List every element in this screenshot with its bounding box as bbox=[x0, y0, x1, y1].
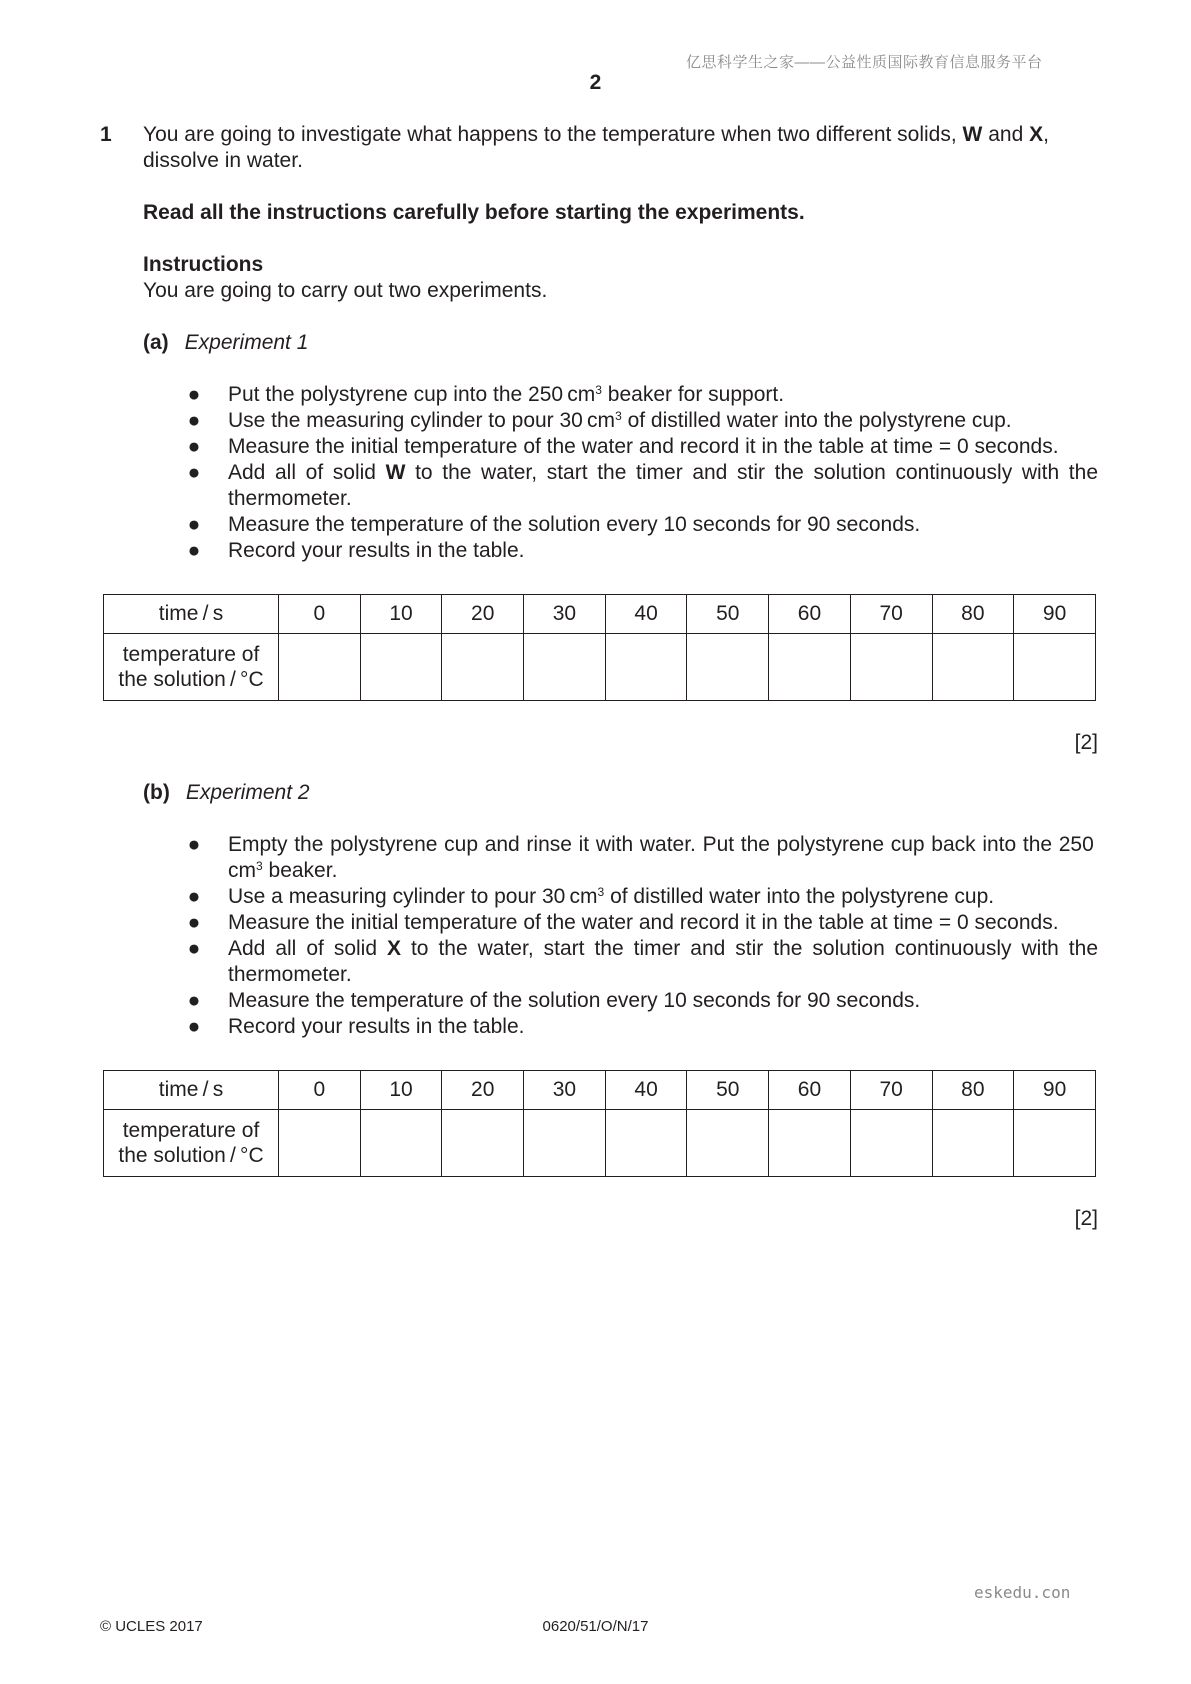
time-cell: 30 bbox=[524, 1071, 606, 1110]
intro-text: You are going to investigate what happens to the temperature when two different solids, bbox=[143, 123, 963, 146]
bullet-icon: ● bbox=[187, 383, 201, 406]
list-item bbox=[186, 460, 1098, 512]
temperature-entry-cell[interactable] bbox=[279, 1110, 361, 1177]
bullet-text: Add all of solid bbox=[228, 937, 387, 960]
temperature-header-line1: temperature of bbox=[122, 1119, 260, 1142]
list-item bbox=[186, 910, 1098, 936]
list-item bbox=[186, 1014, 1098, 1040]
superscript: 3 bbox=[597, 885, 605, 899]
watermark-text: 亿思科学生之家——公益性质国际教育信息服务平台 bbox=[686, 54, 1043, 71]
bullet-text: Measure the initial temperature of the water and record it in the table at time = 0 seconds. bbox=[228, 435, 1059, 458]
read-instructions-note: Read all the instructions carefully before starting the experiments. bbox=[143, 201, 805, 224]
bullet-text: Record your results in the table. bbox=[228, 539, 525, 562]
bullet-text: to the water, start the timer and stir the solution continuously with the thermometer. bbox=[228, 937, 1098, 986]
table-row bbox=[104, 634, 1096, 701]
part-b-instructions-list bbox=[186, 832, 1098, 1040]
page-number: 2 bbox=[589, 71, 602, 94]
time-cell: 50 bbox=[687, 1071, 769, 1110]
bullet-icon: ● bbox=[187, 435, 201, 458]
instructions-heading: Instructions bbox=[143, 253, 264, 276]
temperature-entry-cell[interactable] bbox=[605, 1110, 687, 1177]
table-row bbox=[104, 595, 1096, 634]
bullet-icon: ● bbox=[187, 1015, 201, 1038]
time-cell: 20 bbox=[442, 1071, 524, 1110]
temperature-entry-cell[interactable] bbox=[360, 634, 442, 701]
temperature-entry-cell[interactable] bbox=[687, 634, 769, 701]
solid-w: W bbox=[962, 123, 983, 146]
time-cell: 20 bbox=[442, 595, 524, 634]
paper-code: 0620/51/O/N/17 bbox=[542, 1618, 649, 1635]
bullet-icon: ● bbox=[187, 539, 201, 562]
list-item bbox=[186, 512, 1098, 538]
part-a-heading bbox=[143, 330, 308, 356]
bullet-text: Measure the initial temperature of the water and record it in the table at time = 0 seconds. bbox=[228, 911, 1059, 934]
bullet-text: of distilled water into the polystyrene cup. bbox=[621, 409, 1012, 432]
bullet-icon: ● bbox=[187, 833, 201, 856]
time-cell: 80 bbox=[932, 595, 1014, 634]
time-cell: 80 bbox=[932, 1071, 1014, 1110]
temperature-entry-cell[interactable] bbox=[932, 634, 1014, 701]
list-item bbox=[186, 538, 1098, 564]
temperature-entry-cell[interactable] bbox=[769, 634, 851, 701]
table-row bbox=[104, 1110, 1096, 1177]
site-watermark: eskedu.con bbox=[974, 1583, 1071, 1602]
bullet-text: beaker. bbox=[262, 859, 338, 882]
bullet-text: of distilled water into the polystyrene cup. bbox=[604, 885, 995, 908]
bullet-icon: ● bbox=[187, 885, 201, 908]
intro-end: , dissolve in water. bbox=[143, 123, 1049, 172]
list-item bbox=[186, 832, 1098, 884]
experiment-2-results-table bbox=[103, 1070, 1096, 1177]
temperature-entry-cell[interactable] bbox=[1014, 1110, 1096, 1177]
time-cell: 50 bbox=[687, 595, 769, 634]
time-cell: 60 bbox=[769, 595, 851, 634]
bullet-text: Empty the polystyrene cup and rinse it with water. Put the polystyrene cup back into the 250 cm bbox=[228, 833, 1098, 882]
temperature-entry-cell[interactable] bbox=[279, 634, 361, 701]
list-item bbox=[186, 884, 1098, 910]
superscript: 3 bbox=[256, 859, 263, 873]
part-a-marks: [2] bbox=[1074, 731, 1098, 754]
bullet-icon: ● bbox=[187, 409, 201, 432]
time-cell: 30 bbox=[524, 595, 606, 634]
time-cell: 10 bbox=[360, 595, 442, 634]
part-a-instructions-list bbox=[186, 382, 1098, 564]
temperature-entry-cell[interactable] bbox=[360, 1110, 442, 1177]
solid-name: W bbox=[385, 461, 406, 484]
temperature-entry-cell[interactable] bbox=[769, 1110, 851, 1177]
bullet-text: to the water, start the timer and stir the solution continuously with the thermometer. bbox=[228, 461, 1099, 510]
list-item bbox=[186, 382, 1098, 408]
part-a-title: Experiment 1 bbox=[184, 331, 309, 354]
solid-x: X bbox=[1029, 123, 1044, 146]
list-item bbox=[186, 434, 1098, 460]
question-number: 1 bbox=[100, 123, 112, 146]
time-cell: 70 bbox=[850, 1071, 932, 1110]
bullet-text: Put the polystyrene cup into the 250 cm bbox=[228, 383, 596, 406]
table-row bbox=[104, 1071, 1096, 1110]
bullet-icon: ● bbox=[187, 937, 201, 960]
part-b-marks: [2] bbox=[1074, 1207, 1098, 1230]
superscript: 3 bbox=[615, 409, 622, 423]
intro-and: and bbox=[982, 123, 1030, 146]
bullet-icon: ● bbox=[187, 513, 201, 536]
temperature-entry-cell[interactable] bbox=[1014, 634, 1096, 701]
time-cell: 0 bbox=[279, 595, 361, 634]
temperature-entry-cell[interactable] bbox=[605, 634, 687, 701]
temperature-entry-cell[interactable] bbox=[850, 1110, 932, 1177]
temperature-entry-cell[interactable] bbox=[524, 1110, 606, 1177]
time-cell: 90 bbox=[1014, 595, 1096, 634]
bullet-text: beaker for support. bbox=[601, 383, 785, 406]
bullet-icon: ● bbox=[187, 989, 201, 1012]
bullet-icon: ● bbox=[187, 461, 201, 484]
time-cell: 10 bbox=[360, 1071, 442, 1110]
bullet-text: Record your results in the table. bbox=[228, 1015, 525, 1038]
part-b-label: (b) bbox=[143, 781, 170, 804]
temperature-entry-cell[interactable] bbox=[850, 634, 932, 701]
instructions-text: You are going to carry out two experiments. bbox=[143, 279, 548, 302]
time-cell: 40 bbox=[605, 1071, 687, 1110]
temperature-header-cell bbox=[104, 634, 279, 701]
list-item bbox=[186, 408, 1098, 434]
superscript: 3 bbox=[595, 383, 602, 397]
list-item bbox=[186, 936, 1098, 988]
time-cell: 40 bbox=[605, 595, 687, 634]
bullet-text: Use a measuring cylinder to pour 30 cm bbox=[228, 885, 598, 908]
part-b-heading bbox=[143, 780, 310, 806]
solid-name: X bbox=[386, 937, 401, 960]
temperature-entry-cell[interactable] bbox=[932, 1110, 1014, 1177]
question-intro bbox=[143, 122, 1098, 174]
bullet-text: Measure the temperature of the solution every 10 seconds for 90 seconds. bbox=[228, 513, 921, 536]
temperature-header-line2: the solution / °C bbox=[118, 1144, 264, 1167]
part-b-title: Experiment 2 bbox=[185, 781, 310, 804]
temperature-entry-cell[interactable] bbox=[442, 1110, 524, 1177]
temperature-entry-cell[interactable] bbox=[524, 634, 606, 701]
time-cell: 90 bbox=[1014, 1071, 1096, 1110]
copyright-notice: © UCLES 2017 bbox=[100, 1618, 203, 1635]
bullet-icon: ● bbox=[187, 911, 201, 934]
temperature-header-line2: the solution / °C bbox=[118, 668, 264, 691]
time-cell: 0 bbox=[279, 1071, 361, 1110]
temperature-header-line1: temperature of bbox=[122, 643, 260, 666]
bullet-text: Use the measuring cylinder to pour 30 cm bbox=[228, 409, 616, 432]
time-cell: 70 bbox=[850, 595, 932, 634]
temperature-header-cell bbox=[104, 1110, 279, 1177]
part-a-label: (a) bbox=[143, 331, 169, 354]
time-header-cell: time / s bbox=[104, 595, 279, 634]
bullet-text: Add all of solid bbox=[228, 461, 386, 484]
time-cell: 60 bbox=[769, 1071, 851, 1110]
bullet-text: Measure the temperature of the solution every 10 seconds for 90 seconds. bbox=[228, 989, 921, 1012]
time-header-cell: time / s bbox=[104, 1071, 279, 1110]
temperature-entry-cell[interactable] bbox=[442, 634, 524, 701]
experiment-1-results-table bbox=[103, 594, 1096, 701]
list-item bbox=[186, 988, 1098, 1014]
temperature-entry-cell[interactable] bbox=[687, 1110, 769, 1177]
